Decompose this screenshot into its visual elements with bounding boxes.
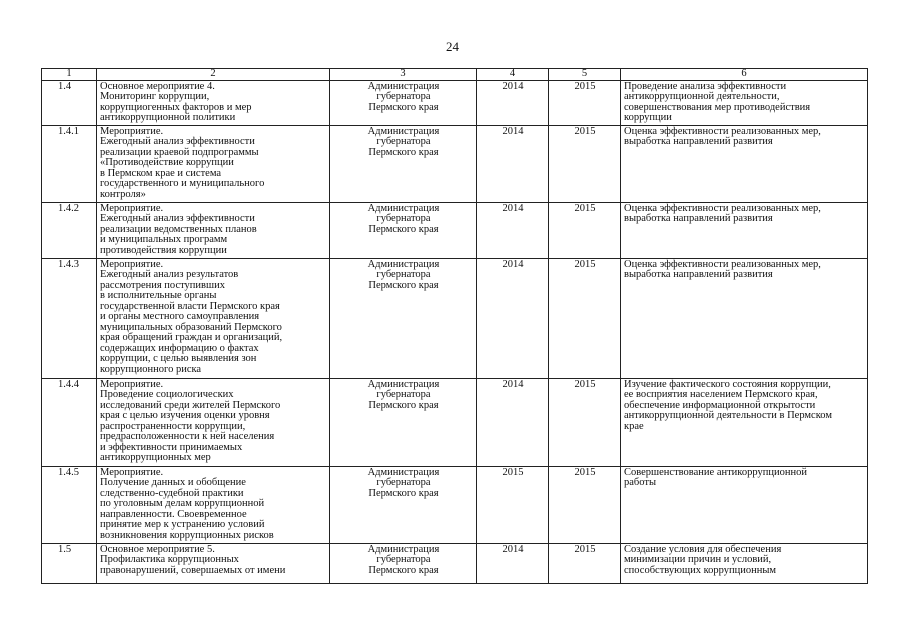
responsible-executor: Администрация губернатора Пермского края [330,466,477,543]
table-row [42,125,868,202]
start-year: 2014 [477,543,549,583]
item-number: 1.5 [42,543,97,583]
table-row [42,80,868,125]
table-row [42,258,868,378]
header-cell: 1 [42,69,97,81]
table-row [42,202,868,258]
responsible-executor: Администрация губернатора Пермского края [330,543,477,583]
item-number: 1.4.2 [42,202,97,258]
expected-result: Совершенствование антикоррупционной работы [621,466,868,543]
action-description: Мероприятие. Проведение социологических исследований среди жителей Пермского края с целью изучения оценки уровня распространенности коррупции, предрасположенности к ней населения и эффективности принимаемых антикоррупционных мер [97,378,330,466]
header-cell: 5 [549,69,621,81]
table-header-row [42,69,868,81]
item-number: 1.4.5 [42,466,97,543]
item-number: 1.4.4 [42,378,97,466]
responsible-executor: Администрация губернатора Пермского края [330,125,477,202]
page-number: 24 [446,39,459,54]
responsible-executor: Администрация губернатора Пермского края [330,378,477,466]
expected-result: Проведение анализа эффективности антикоррупционной деятельности, совершенствования мер противодействия коррупции [621,80,868,125]
end-year: 2015 [549,543,621,583]
action-description: Мероприятие. Ежегодный анализ результатов рассмотрения поступивших в исполнительные органы государственной власти Пермского края и органы местного самоуправления муниципальных образований Пермского края обращений граждан и организаций, содержащих информацию о фактах коррупции, с целью выявления зон коррупционного риска [97,258,330,378]
action-description: Основное мероприятие 4. Мониторинг коррупции, коррупциогенных факторов и мер антикоррупционной политики [97,80,330,125]
action-description: Мероприятие. Получение данных и обобщение следственно-судебной практики по уголовным делам коррупционной направленности. Своевременное принятие мер к устранению условий возникновения коррупционных рисков [97,466,330,543]
header-cell: 3 [330,69,477,81]
end-year: 2015 [549,466,621,543]
end-year: 2015 [549,80,621,125]
expected-result: Оценка эффективности реализованных мер, выработка направлений развития [621,125,868,202]
start-year: 2015 [477,466,549,543]
item-number: 1.4.1 [42,125,97,202]
expected-result: Изучение фактического состояния коррупции, ее восприятия населением Пермского края, обеспечение информационной открытости антикоррупционной деятельности в Пермском крае [621,378,868,466]
end-year: 2015 [549,378,621,466]
end-year: 2015 [549,258,621,378]
end-year: 2015 [549,125,621,202]
responsible-executor: Администрация губернатора Пермского края [330,80,477,125]
header-cell: 6 [621,69,868,81]
header-cell: 2 [97,69,330,81]
header-cell: 4 [477,69,549,81]
start-year: 2014 [477,80,549,125]
item-number: 1.4 [42,80,97,125]
responsible-executor: Администрация губернатора Пермского края [330,258,477,378]
start-year: 2014 [477,378,549,466]
action-description: Мероприятие. Ежегодный анализ эффективности реализации ведомственных планов и муниципальных программ противодействия коррупции [97,202,330,258]
expected-result: Оценка эффективности реализованных мер, выработка направлений развития [621,258,868,378]
table-row [42,378,868,466]
end-year: 2015 [549,202,621,258]
start-year: 2014 [477,258,549,378]
start-year: 2014 [477,125,549,202]
table-row [42,466,868,543]
table-row [42,543,868,583]
start-year: 2014 [477,202,549,258]
item-number: 1.4.3 [42,258,97,378]
expected-result: Оценка эффективности реализованных мер, выработка направлений развития [621,202,868,258]
responsible-executor: Администрация губернатора Пермского края [330,202,477,258]
program-activities-table [41,68,868,584]
action-description: Основное мероприятие 5. Профилактика коррупционных правонарушений, совершаемых от имени [97,543,330,583]
expected-result: Создание условия для обеспечения минимизации причин и условий, способствующих коррупционным [621,543,868,583]
action-description: Мероприятие. Ежегодный анализ эффективности реализации краевой подпрограммы «Противодействие коррупции в Пермском крае и система государственного и муниципального контроля» [97,125,330,202]
